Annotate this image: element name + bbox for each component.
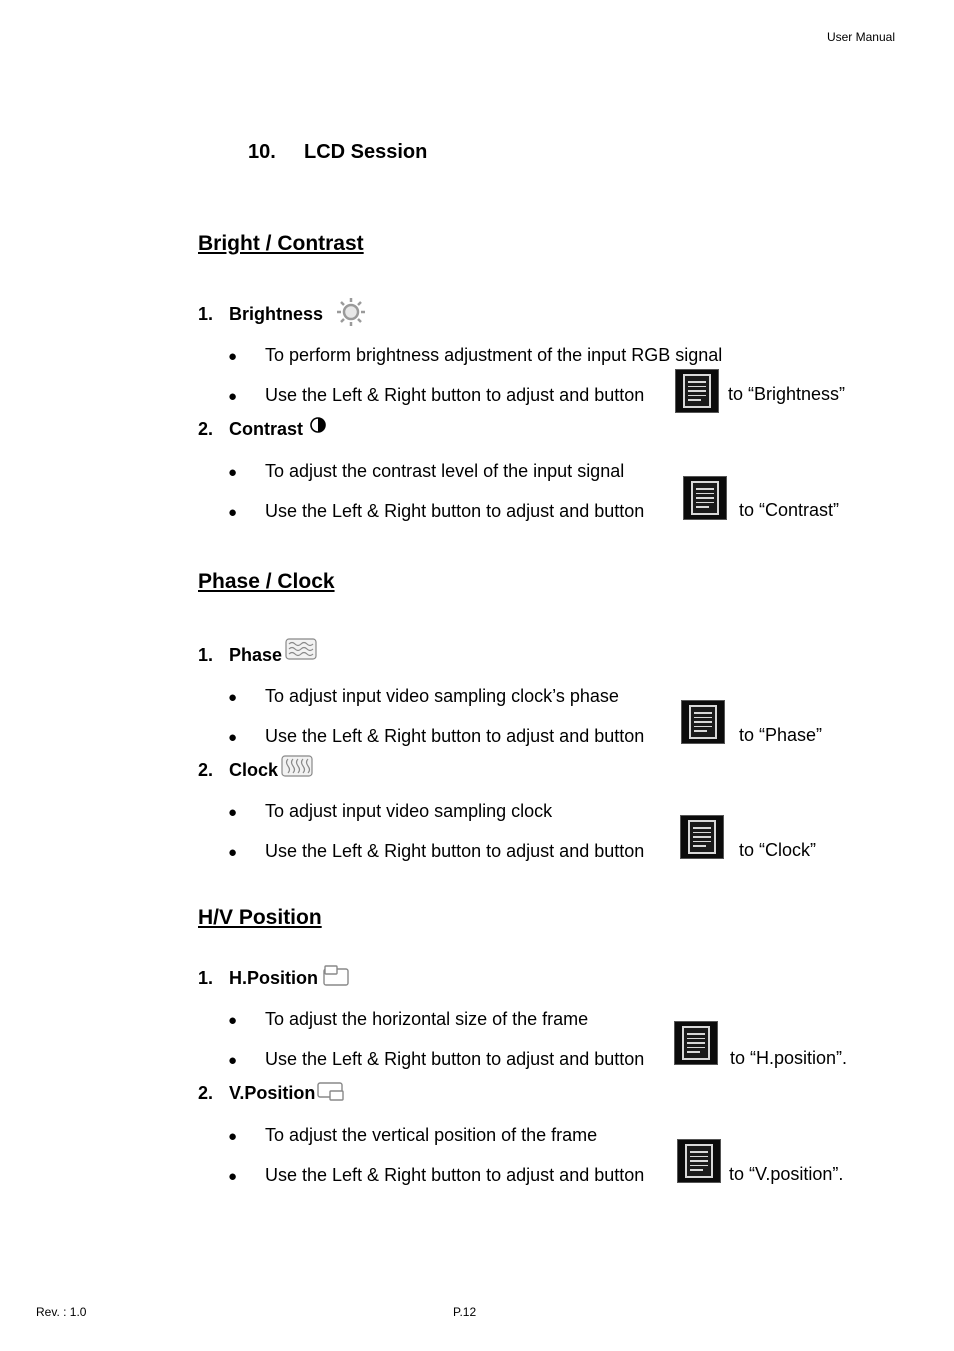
menu-document-icon: [680, 815, 724, 859]
item-label: Clock: [229, 759, 279, 780]
bullet-item: [228, 382, 678, 408]
item-label: Brightness: [229, 303, 324, 324]
bullet-dot: ●: [228, 464, 238, 481]
bullet-dot: ●: [228, 504, 238, 521]
bullet-dot: ●: [228, 388, 238, 405]
bullet-item: [228, 458, 678, 484]
item-label: H.Position: [229, 967, 318, 988]
revision-label: Rev. : 1.0: [36, 1305, 87, 1319]
v-position-icon: [317, 1080, 345, 1107]
h-position-icon: [322, 965, 350, 992]
chapter-number: 10.: [248, 141, 276, 163]
section-title-phase-clock: Phase / Clock: [198, 570, 335, 593]
target-label: to “V.position”.: [729, 1164, 844, 1184]
bullet-text: To adjust input video sampling clock: [265, 801, 553, 821]
bullet-text: To adjust input video sampling clock’s phase: [265, 686, 619, 706]
item-label: Contrast: [229, 418, 304, 439]
item-number: 2.: [198, 418, 214, 439]
bullet-dot: ●: [228, 1052, 238, 1069]
chapter-title: LCD Session: [304, 141, 428, 163]
bullet-text: Use the Left & Right button to adjust and button: [265, 1165, 645, 1185]
bullet-item: [228, 723, 678, 749]
target-label: to “Clock”: [739, 840, 817, 860]
bullet-item: [228, 1122, 668, 1148]
item-brightness: [198, 301, 367, 327]
item-label: Phase: [229, 644, 283, 665]
chapter-heading: [248, 141, 427, 164]
item-label: V.Position: [229, 1082, 316, 1103]
bullet-dot: ●: [228, 348, 238, 365]
bullet-text: To adjust the horizontal size of the frame: [265, 1009, 589, 1029]
target-label: to “Phase”: [739, 725, 823, 745]
item-phase: [198, 642, 317, 668]
bullet-text: Use the Left & Right button to adjust and button: [265, 841, 645, 861]
bullet-text: Use the Left & Right button to adjust and button: [265, 1049, 645, 1069]
menu-document-icon: [683, 476, 727, 520]
menu-document-icon: [677, 1139, 721, 1183]
contrast-icon: [309, 416, 327, 439]
menu-document-icon: [675, 369, 719, 413]
bullet-text: Use the Left & Right button to adjust and button: [265, 726, 645, 746]
bullet-text: Use the Left & Right button to adjust and button: [265, 385, 645, 405]
bullet-dot: ●: [228, 1128, 238, 1145]
bullet-item: [228, 838, 678, 864]
bullet-dot: ●: [228, 689, 238, 706]
section-title-hv-position: H/V Position: [198, 906, 322, 929]
page-number: P.12: [453, 1305, 477, 1319]
item-contrast: [198, 416, 327, 442]
bullet-dot: ●: [228, 729, 238, 746]
bullet-item: [228, 498, 678, 524]
header-label: User Manual: [826, 30, 895, 44]
target-label: to “Brightness”: [728, 384, 846, 404]
target-label: to “Contrast”: [739, 500, 840, 520]
bullet-dot: ●: [228, 1168, 238, 1185]
bullet-item: [228, 342, 788, 368]
bullet-item: [228, 1006, 668, 1032]
item-clock: [198, 757, 313, 783]
item-v-position: [198, 1080, 345, 1106]
section-title-bright-contrast: Bright / Contrast: [198, 232, 364, 255]
bullet-item: [228, 798, 678, 824]
item-number: 1.: [198, 967, 214, 988]
item-number: 2.: [198, 759, 214, 780]
bullet-item: [228, 683, 678, 709]
item-number: 1.: [198, 303, 214, 324]
item-number: 2.: [198, 1082, 214, 1103]
item-h-position: [198, 965, 350, 991]
bullet-dot: ●: [228, 1012, 238, 1029]
item-number: 1.: [198, 644, 214, 665]
bullet-item: [228, 1046, 668, 1072]
bullet-text: To adjust the vertical position of the frame: [265, 1125, 598, 1145]
bullet-text: To perform brightness adjustment of the input RGB signal: [265, 345, 723, 365]
bullet-text: To adjust the contrast level of the input signal: [265, 461, 625, 481]
bullet-dot: ●: [228, 844, 238, 861]
target-label: to “H.position”.: [730, 1048, 848, 1068]
menu-document-icon: [674, 1021, 718, 1065]
bullet-dot: ●: [228, 804, 238, 821]
sun-icon: [335, 297, 367, 332]
clock-wave-icon: [281, 755, 313, 782]
menu-document-icon: [681, 700, 725, 744]
bullet-item: [228, 1162, 668, 1188]
bullet-text: Use the Left & Right button to adjust and button: [265, 501, 645, 521]
phase-icon: [285, 638, 317, 665]
